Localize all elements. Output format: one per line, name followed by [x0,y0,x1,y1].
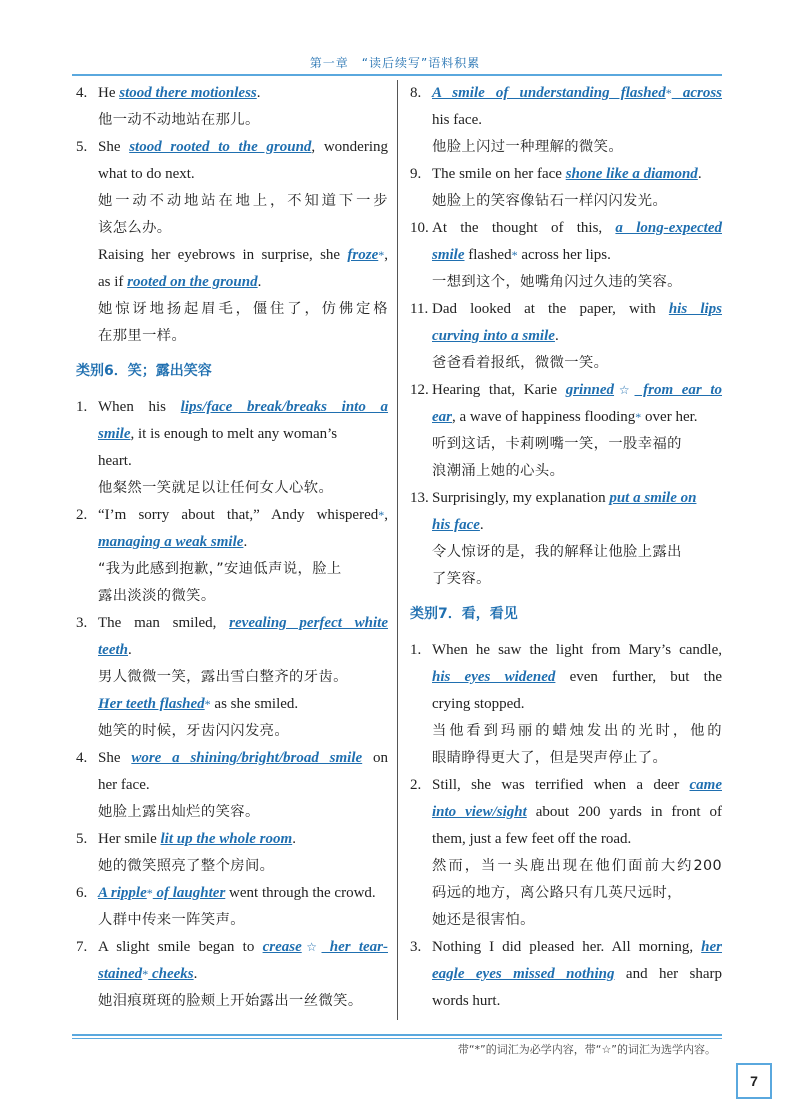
key-phrase: Her teeth flashed [98,696,205,712]
key-phrase: smile [432,247,465,263]
text-run: , it is enough to melt any woman’s [130,426,338,442]
text-line [76,718,388,745]
text-line [410,188,722,215]
key-phrase: into view/sight [432,804,527,820]
key-phrase: across [671,85,722,101]
text-run: 码远的地方，离公路只有几英尺远时， [432,885,682,901]
text-line [410,107,722,134]
text-line [76,107,388,134]
text-line [76,637,388,664]
text-run: 类别7．看，看见 [410,606,518,622]
text-run: 一想到这个，她嘴角闪过久违的笑容。 [432,274,682,290]
text-line [76,583,388,610]
text-line [410,799,722,826]
key-phrase: eagle eyes missed nothing [432,966,615,982]
text-line [410,80,722,107]
text-line [410,485,722,512]
text-run: 浪潮涌上她的心头。 [432,463,565,479]
key-phrase: A ripple [98,885,147,901]
vocab-mark: * [378,248,385,262]
text-line [410,961,722,988]
text-run: , [384,507,388,523]
text-run: Raising her eyebrows in surprise, she [98,247,348,263]
text-run: At the thought of this, [432,220,616,236]
item-number: 2. [410,777,422,793]
text-run: her face. [98,777,150,793]
section-heading [76,358,388,385]
text-run: 令人惊讶的是，我的解释让他脸上露出 [432,544,682,560]
text-run: . [128,642,132,658]
text-run: as she smiled. [210,696,299,712]
text-line [410,458,722,485]
text-run: Surprisingly, my explanation [432,490,610,506]
item-number: 6. [76,885,88,901]
text-run: crying stopped. [432,696,525,712]
text-run: When his [98,399,181,415]
text-run: A slight smile began to [98,939,263,955]
key-phrase: a long-expected [615,220,722,236]
text-run: heart. [98,453,132,469]
text-run: 类别6．笑；露出笑容 [76,363,212,379]
text-run: . [193,966,198,982]
key-phrase: crease [262,939,302,955]
key-phrase: teeth [98,642,128,658]
text-line [76,296,388,323]
item-number: 3. [76,615,88,631]
key-phrase: A smile of understanding flashed [432,85,666,101]
text-line [76,80,388,107]
text-line [410,907,722,934]
item-number: 13. [410,490,429,506]
text-line [76,610,388,637]
text-run: 她的微笑照亮了整个房间。 [98,858,275,874]
text-run: . [554,328,559,344]
text-line [410,691,722,718]
text-run: 了笑容。 [432,571,491,587]
text-line [410,242,722,269]
text-line [76,880,388,907]
text-line [76,134,388,161]
text-run: as if [98,274,128,290]
vocab-mark: * [146,886,153,900]
text-run: 然而，当一头鹿出现在他们面前大约200 [432,858,722,874]
text-run: When he saw the light from Mary’s candle, [432,642,722,658]
text-line [76,745,388,772]
footer-note: 带“*”的词汇为必学内容，带“☆”的词汇为选学内容。 [457,1043,716,1056]
text-line [410,350,722,377]
text-run: 她一动不动地站在地上，不知道下一步 [98,193,388,209]
text-run: 眼睛睁得更大了，但是哭声停止了。 [432,750,668,766]
text-run: and her sharp [614,966,722,982]
text-line [76,269,388,296]
key-phrase: stood rooted to the ground [129,139,312,155]
text-run: 她脸上露出灿烂的笑容。 [98,804,260,820]
key-phrase: his face [432,517,480,533]
item-number: 10. [410,220,429,236]
vocab-mark: * [665,86,672,100]
text-line [410,853,722,880]
vocab-mark: * [142,967,149,981]
text-run: his face. [432,112,482,128]
text-line [410,431,722,458]
key-phrase: put a smile on [609,490,697,506]
key-phrase: cheeks [148,966,194,982]
text-run: She [98,750,132,766]
text-line [76,448,388,475]
text-run: , wondering [311,139,389,155]
text-run: “我为此感到抱歉，”安迪低声说，脸上 [98,561,342,577]
text-line [76,323,388,350]
text-line [410,718,722,745]
left-column [76,80,388,1015]
key-phrase: curving into a smile [432,328,555,344]
item-number: 5. [76,831,88,847]
key-phrase: rooted on the ground [127,274,258,290]
text-run: 听到这话，卡莉咧嘴一笑，一股幸福的 [432,436,682,452]
text-line [76,988,388,1015]
text-line [410,134,722,161]
key-phrase: from ear to [634,382,722,398]
text-run: words hurt. [432,993,501,1009]
text-run: . [243,534,248,550]
key-phrase: froze [347,247,379,263]
text-line [76,188,388,215]
item-number: 4. [76,85,88,101]
text-run: 她泪痕斑斑的脸颊上开始露出一丝微笑。 [98,993,363,1009]
text-run: 爸爸看着报纸，微微一笑。 [432,355,609,371]
text-line [410,637,722,664]
text-line [76,961,388,988]
text-run: Dad looked at the paper, with [432,301,669,317]
text-line [410,934,722,961]
text-run: over her. [641,409,698,425]
text-line [410,566,722,593]
key-phrase: her tear- [321,939,388,955]
vocab-mark: ☆ [301,940,322,954]
key-phrase: came [689,777,722,793]
text-run: 她脸上的笑容像钻石一样闪闪发光。 [432,193,668,209]
text-run: 她笑的时候，牙齿闪闪发亮。 [98,723,290,739]
text-line [76,529,388,556]
text-line [410,323,722,350]
page-header: 第一章 “读后续写”语料积累 [309,56,481,70]
footer-rule [72,1034,722,1036]
text-line [410,296,722,323]
footer-rule-thin [72,1038,722,1039]
section-heading [410,601,722,628]
text-line [76,799,388,826]
key-phrase: of laughter [152,885,226,901]
key-phrase: grinned [565,382,615,398]
column-divider [397,80,398,1020]
right-column [410,80,722,1015]
item-number: 9. [410,166,422,182]
text-line [410,880,722,907]
text-run: 男人微微一笑，露出雪白整齐的牙齿。 [98,669,348,685]
text-run: 该怎么办。 [98,220,172,236]
key-phrase: smile [98,426,131,442]
text-line [76,772,388,799]
text-run: 他粲然一笑就足以让任何女人心软。 [98,480,334,496]
text-run: 她惊讶地扬起眉毛，僵住了，仿佛定格 [98,301,388,317]
text-run: Her smile [98,831,161,847]
text-run: , a wave of happiness flooding [452,409,636,425]
text-run: The smile on her face [432,166,566,182]
item-number: 12. [410,382,429,398]
text-run: them, just a few feet off the road. [432,831,632,847]
vocab-mark: * [204,697,211,711]
key-phrase: wore a shining/bright/broad smile [131,750,363,766]
text-run: 他一动不动地站在那儿。 [98,112,260,128]
text-line [76,556,388,583]
text-line [410,215,722,242]
text-line [410,539,722,566]
key-phrase: shone like a diamond [565,166,698,182]
text-line [410,269,722,296]
header-rule [72,74,722,76]
text-line [410,772,722,799]
vocab-mark: * [635,410,642,424]
text-run: 她还是很害怕。 [432,912,535,928]
text-run: about 200 yards in front of [526,804,722,820]
text-run: 露出淡淡的微笑。 [98,588,216,604]
text-run: . [256,85,261,101]
text-line [76,421,388,448]
text-line [76,502,388,529]
item-number: 5. [76,139,88,155]
text-line [76,475,388,502]
text-run: what to do next. [98,166,195,182]
text-run: Still, she was terrified when a deer [432,777,690,793]
key-phrase: ear [432,409,452,425]
text-run: flashed [464,247,512,263]
text-run: . [479,517,484,533]
text-line [410,512,722,539]
text-line [76,664,388,691]
text-run: “I’m sorry about that,” Andy whispered [98,507,379,523]
text-run: The man smiled, [98,615,230,631]
text-line [76,242,388,269]
item-number: 7. [76,939,88,955]
key-phrase: revealing perfect white [229,615,388,631]
text-line [410,745,722,772]
text-line [76,215,388,242]
item-number: 3. [410,939,422,955]
key-phrase: his eyes widened [432,669,556,685]
item-number: 8. [410,85,422,101]
text-run: . [292,831,296,847]
key-phrase: stained [98,966,143,982]
text-run: . [257,274,262,290]
key-phrase: her [701,939,722,955]
text-run: 他脸上闪过一种理解的微笑。 [432,139,624,155]
vocab-mark: * [511,248,518,262]
text-run: 在那里一样。 [98,328,187,344]
text-run: Nothing I did pleased her. All morning, [432,939,702,955]
text-line [410,404,722,431]
page-number: 7 [736,1063,772,1099]
item-number: 1. [76,399,88,415]
text-run: even further, but the [555,669,722,685]
text-run: , [384,247,388,263]
text-run: . [697,166,702,182]
item-number: 1. [410,642,422,658]
text-run: 人群中传来一阵笑声。 [98,912,245,928]
vocab-mark: * [378,508,385,522]
text-line [410,988,722,1015]
text-run: across her lips. [517,247,611,263]
key-phrase: stood there motionless [119,85,257,101]
key-phrase: his lips [668,301,722,317]
text-line [76,853,388,880]
text-run: Hearing that, Karie [432,382,566,398]
text-line [410,161,722,188]
key-phrase: managing a weak smile [98,534,244,550]
vocab-mark: ☆ [614,383,635,397]
text-run: on [362,750,389,766]
text-line [76,826,388,853]
text-line [76,161,388,188]
text-line [76,691,388,718]
text-line [410,664,722,691]
item-number: 2. [76,507,88,523]
key-phrase: lips/face break/breaks into a [180,399,389,415]
text-line [76,934,388,961]
text-run: went through the crowd. [225,885,376,901]
item-number: 4. [76,750,88,766]
text-line [410,377,722,404]
item-number: 11. [410,301,429,317]
text-run: She [98,139,130,155]
text-line [410,826,722,853]
text-line [76,394,388,421]
text-run: 当他看到玛丽的蜡烛发出的光时，他的 [432,723,722,739]
text-run: He [98,85,120,101]
text-line [76,907,388,934]
key-phrase: lit up the whole room [160,831,293,847]
